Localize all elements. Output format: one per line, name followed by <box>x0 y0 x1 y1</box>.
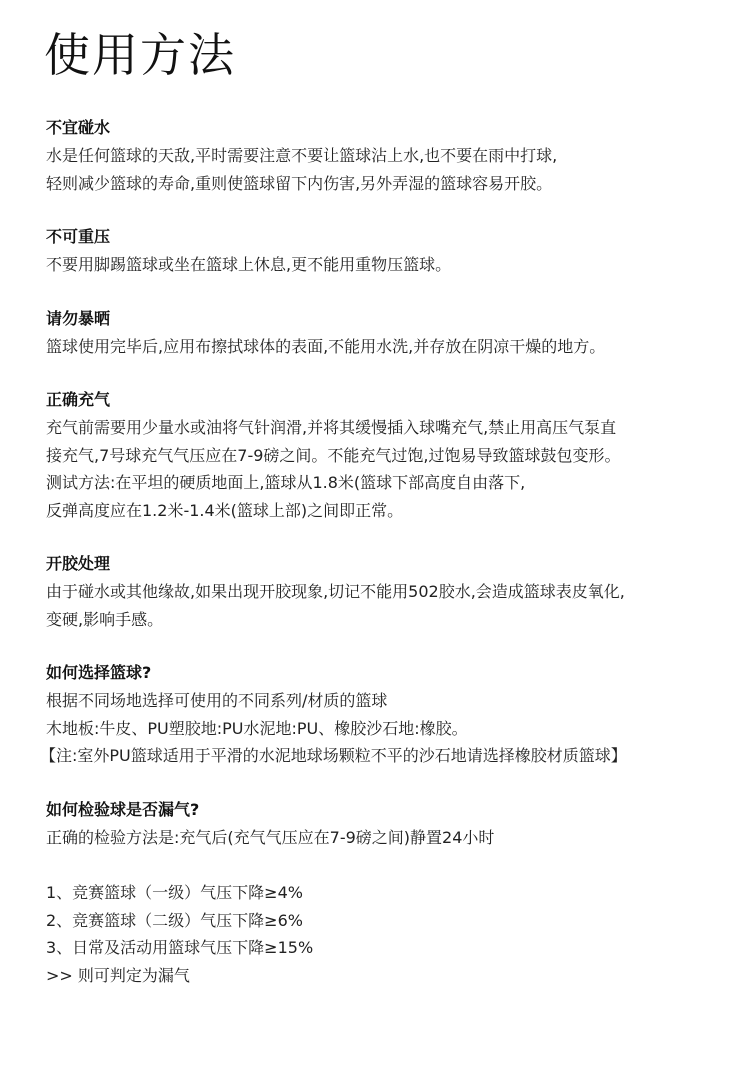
leak-criteria-list <box>46 879 736 989</box>
section-heading: 正确充气 <box>46 390 111 409</box>
list-item: 2、竞赛篮球（二级）气压下降≥6% <box>46 910 303 930</box>
page-title: 使用方法 <box>44 28 236 82</box>
section-choose-ball <box>40 659 736 770</box>
paragraph-line: 接充气,7号球充气气压应在7-9磅之间。不能充气过饱,过饱易导致篮球鼓包变形。 <box>46 445 621 465</box>
spacer <box>46 851 736 879</box>
section-no-water <box>46 114 736 197</box>
section-heading: 请勿暴晒 <box>46 308 111 328</box>
paragraph-line: 正确的检验方法是:充气后(充气气压应在7-9磅之间)静置24小时 <box>46 827 495 847</box>
section-heading: 不可重压 <box>46 227 111 246</box>
note-line: 【注:室外PU篮球适用于平滑的水泥地球场颗粒不平的沙石地请选择橡胶材质篮球】 <box>40 746 627 765</box>
paragraph-line: 篮球使用完毕后,应用布擦拭球体的表面,不能用水洗,并存放在阴凉干燥的地方。 <box>46 336 606 356</box>
paragraph-line: 测试方法:在平坦的硬质地面上,篮球从1.8米(篮球下部高度自由落下, <box>46 473 526 492</box>
paragraph-line: 由于碰水或其他缘故,如果出现开胶现象,切记不能用502胶水,会造成篮球表皮氧化, <box>46 582 625 601</box>
section-heading: 开胶处理 <box>46 554 111 573</box>
list-item: 1、竞赛篮球（一级）气压下降≥4% <box>46 883 303 902</box>
paragraph-line: 反弹高度应在1.2米-1.4米(篮球上部)之间即正常。 <box>46 500 404 520</box>
paragraph-line: 木地板:牛皮、PU塑胶地:PU水泥地:PU、橡胶沙石地:橡胶。 <box>46 718 468 738</box>
instructions-content <box>40 114 736 1015</box>
paragraph-line: 不要用脚踢篮球或坐在篮球上休息,更不能用重物压篮球。 <box>46 255 452 274</box>
section-heading: 如何检验球是否漏气? <box>46 799 200 819</box>
section-heading: 如何选择篮球? <box>46 663 152 682</box>
section-leak-test <box>46 796 736 990</box>
section-no-pressure <box>46 223 736 279</box>
paragraph-line: 水是任何篮球的天敌,平时需要注意不要让篮球沾上水,也不要在雨中打球, <box>46 146 558 165</box>
section-no-sun <box>46 305 736 361</box>
section-inflation <box>46 386 736 524</box>
section-glue-repair <box>46 550 736 633</box>
paragraph-line: 根据不同场地选择可使用的不同系列/材质的篮球 <box>46 691 388 710</box>
list-item: 3、日常及活动用篮球气压下降≥15% <box>46 938 314 957</box>
paragraph-line: 变硬,影响手感。 <box>46 609 164 629</box>
list-item: >> 则可判定为漏气 <box>46 965 190 985</box>
paragraph-line: 充气前需要用少量水或油将气针润滑,并将其缓慢插入球嘴充气,禁止用高压气泵直 <box>46 418 617 437</box>
section-heading: 不宜碰水 <box>46 118 111 137</box>
paragraph-line: 轻则减少篮球的寿命,重则使篮球留下内伤害,另外弄湿的篮球容易开胶。 <box>46 173 553 193</box>
